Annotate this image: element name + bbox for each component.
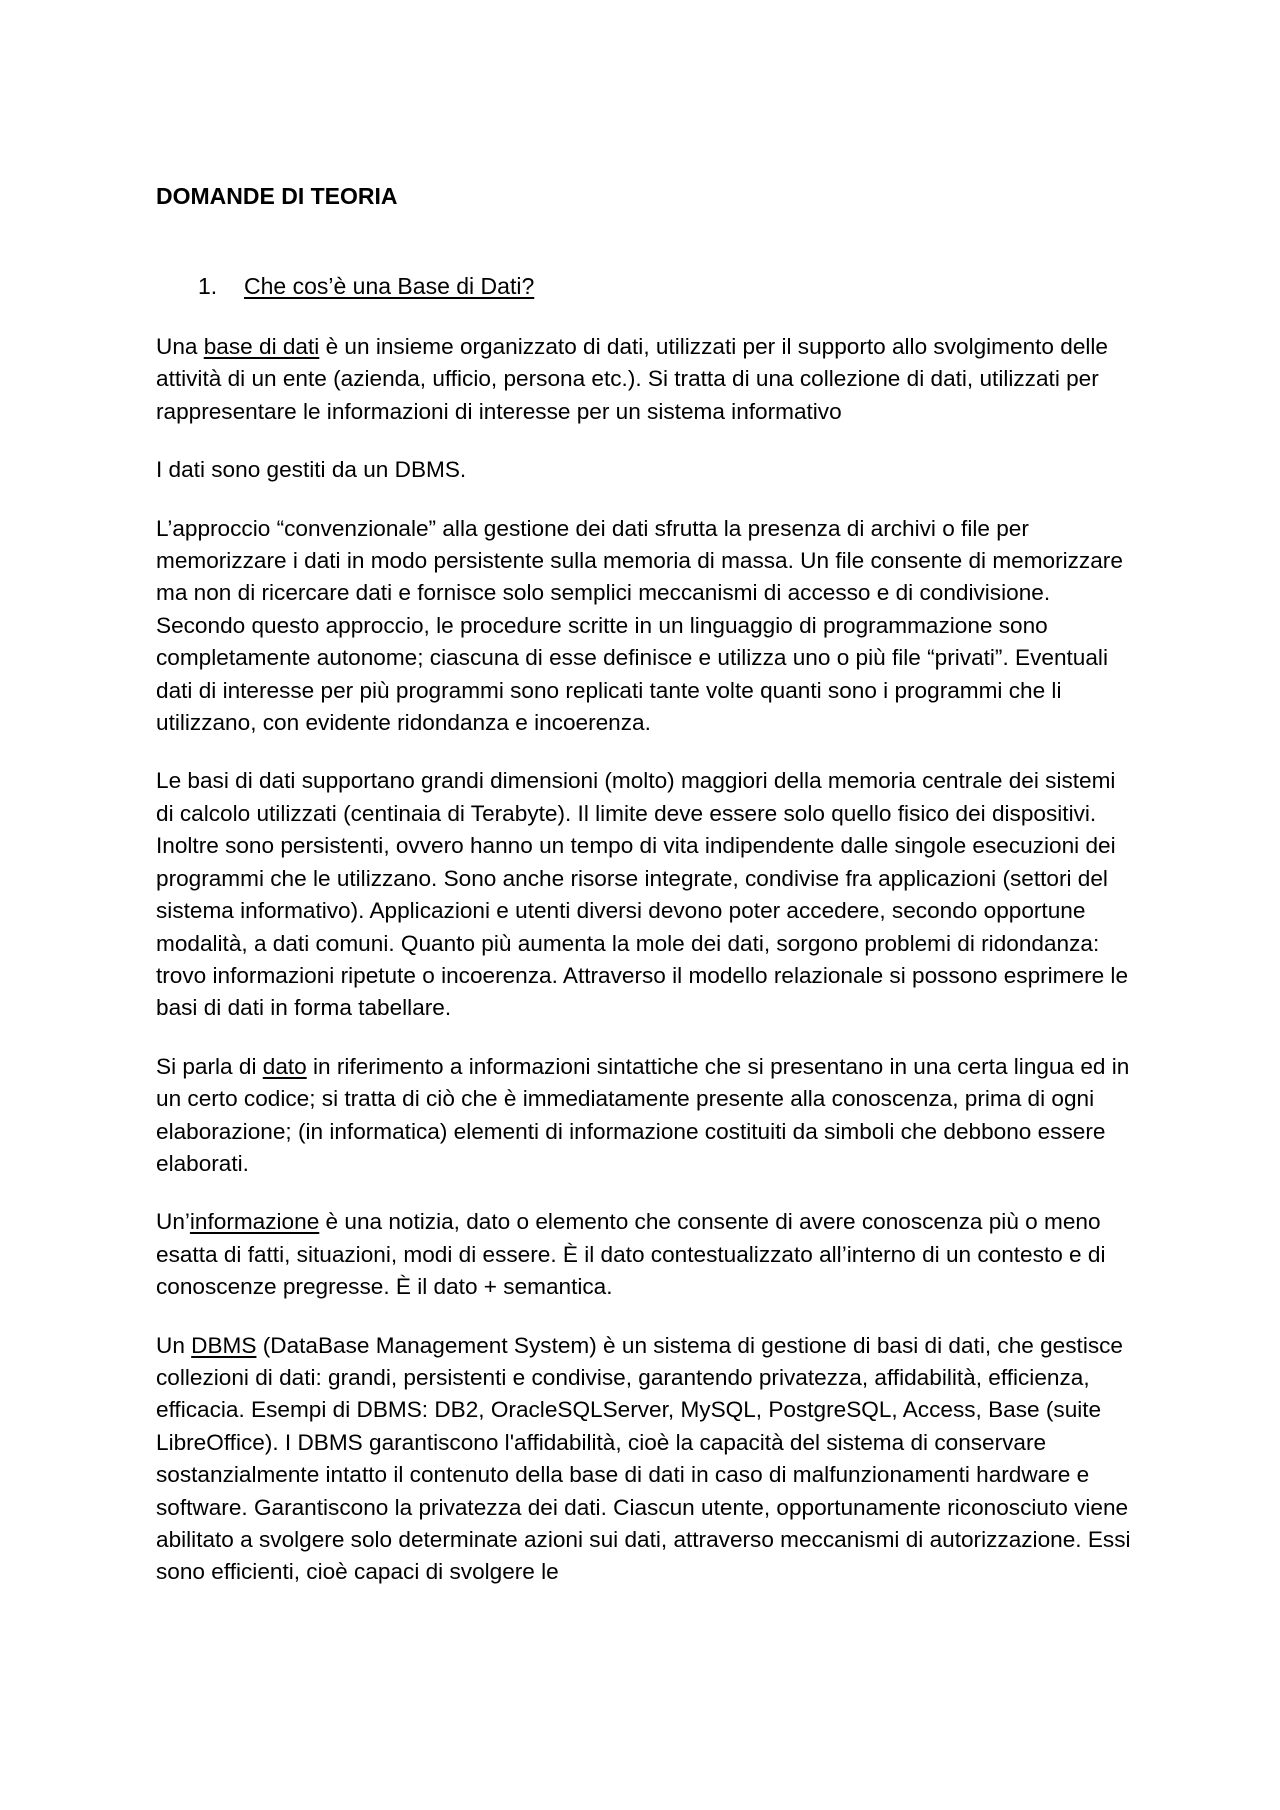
paragraph-dato (156, 1051, 1136, 1181)
term-base-di-dati: base di dati (203, 334, 320, 359)
paragraph-lead: Un (156, 1332, 192, 1358)
term-dato: dato (262, 1053, 307, 1079)
question-item (198, 272, 534, 300)
paragraph-rest: è una notizia, dato o elemento che consente di avere conoscenza più o meno esatta di fatti, situazioni, modi di essere. È il dato contestualizzato all’interno di un contesto e di conoscenze pregresse. È il dato + semantica. (156, 1209, 1106, 1300)
paragraph-rest: (DataBase Management System) è un sistema di gestione di basi di dati, che gestisce collezioni di dati: grandi, persistenti e condivise, garantendo privatezza, affidabilità, efficienza, efficacia. Esempi di DBMS: DB2, OracleSQLServer, MySQL, PostgreSQL, Access, Base (suite LibreOffice). I DBMS garantiscono l'affidabilità, cioè la capacità del sistema di conservare sostanzialmente intatto il contenuto della base di dati in caso di malfunzionamenti hardware e software. Garantiscono la privatezza dei dati. Ciascun utente, opportunamente riconosciuto viene abilitato a svolgere solo determinate azioni sui dati, attraverso meccanismi di autorizzazione. Essi sono efficienti, cioè capaci di svolgere le (156, 1332, 1131, 1585)
paragraph-dbms-note: I dati sono gestiti da un DBMS. (156, 457, 467, 483)
paragraph-lead: Una (156, 334, 204, 359)
paragraph-lead: Si parla di (156, 1053, 263, 1079)
paragraph-basi-di-dati: Le basi di dati supportano grandi dimensioni (molto) maggiori della memoria centrale dei sistemi di calcolo utilizzati (centinaia di Terabyte). Il limite deve essere solo quello fisico dei dispositivi. Inoltre sono persistenti, ovvero hanno un tempo di vita indipendente dalle singole esecuzioni dei programmi che le utilizzano. Sono anche risorse integrate, condivise fra applicazioni (settori del sistema informativo). Applicazioni e utenti diversi devono poter accedere, secondo opportune modalità, a dati comuni. Quanto più aumenta la mole dei dati, sorgono problemi di ridondanza: trovo informazioni ripetute o incoerenza. Attraverso il modello relazionale si possono esprimere le basi di dati in forma tabellare. (156, 768, 1129, 1021)
question-number: 1. (198, 273, 218, 299)
question-text: Che cos’è una Base di Dati? (244, 273, 535, 299)
paragraph-rest: in riferimento a informazioni sintattiche che si presentano in una certa lingua ed in un certo codice; si tratta di ciò che è immediatamente presente alla conoscenza, prima di ogni elaborazione; (in informatica) elementi di informazione costituiti da simboli che debbono essere elaborati. (156, 1053, 1130, 1176)
paragraph-base-di-dati (156, 331, 1136, 428)
term-informazione: informazione (189, 1209, 320, 1235)
paragraph-dbms (156, 1330, 1136, 1589)
paragraph-informazione (156, 1206, 1136, 1303)
paragraph-approccio: L’approccio “convenzionale” alla gestione dei dati sfrutta la presenza di archivi o file per memorizzare i dati in modo persistente sulla memoria di massa. Un file consente di memorizzare ma non di ricercare dati e fornisce solo semplici meccanismi di accesso e di condivisione. Secondo questo approccio, le procedure scritte in un linguaggio di programmazione sono completamente autonome; ciascuna di esse definisce e utilizza uno o più file “privati”. Eventuali dati di interesse per più programmi sono replicati tante volte quanti sono i programmi che li utilizzano, con evidente ridondanza e incoerenza. (156, 515, 1123, 736)
term-dbms: DBMS (191, 1332, 257, 1358)
body-text (156, 331, 1136, 1615)
page-title: DOMANDE DI TEORIA (156, 183, 398, 209)
paragraph-lead: Un’ (156, 1209, 190, 1235)
paragraph-rest: è un insieme organizzato di dati, utilizzati per il supporto allo svolgimento delle attività di un ente (azienda, ufficio, persona etc.). Si tratta di una collezione di dati, utilizzati per rappresentare le informazioni di interesse per un sistema informativo (156, 334, 1108, 424)
